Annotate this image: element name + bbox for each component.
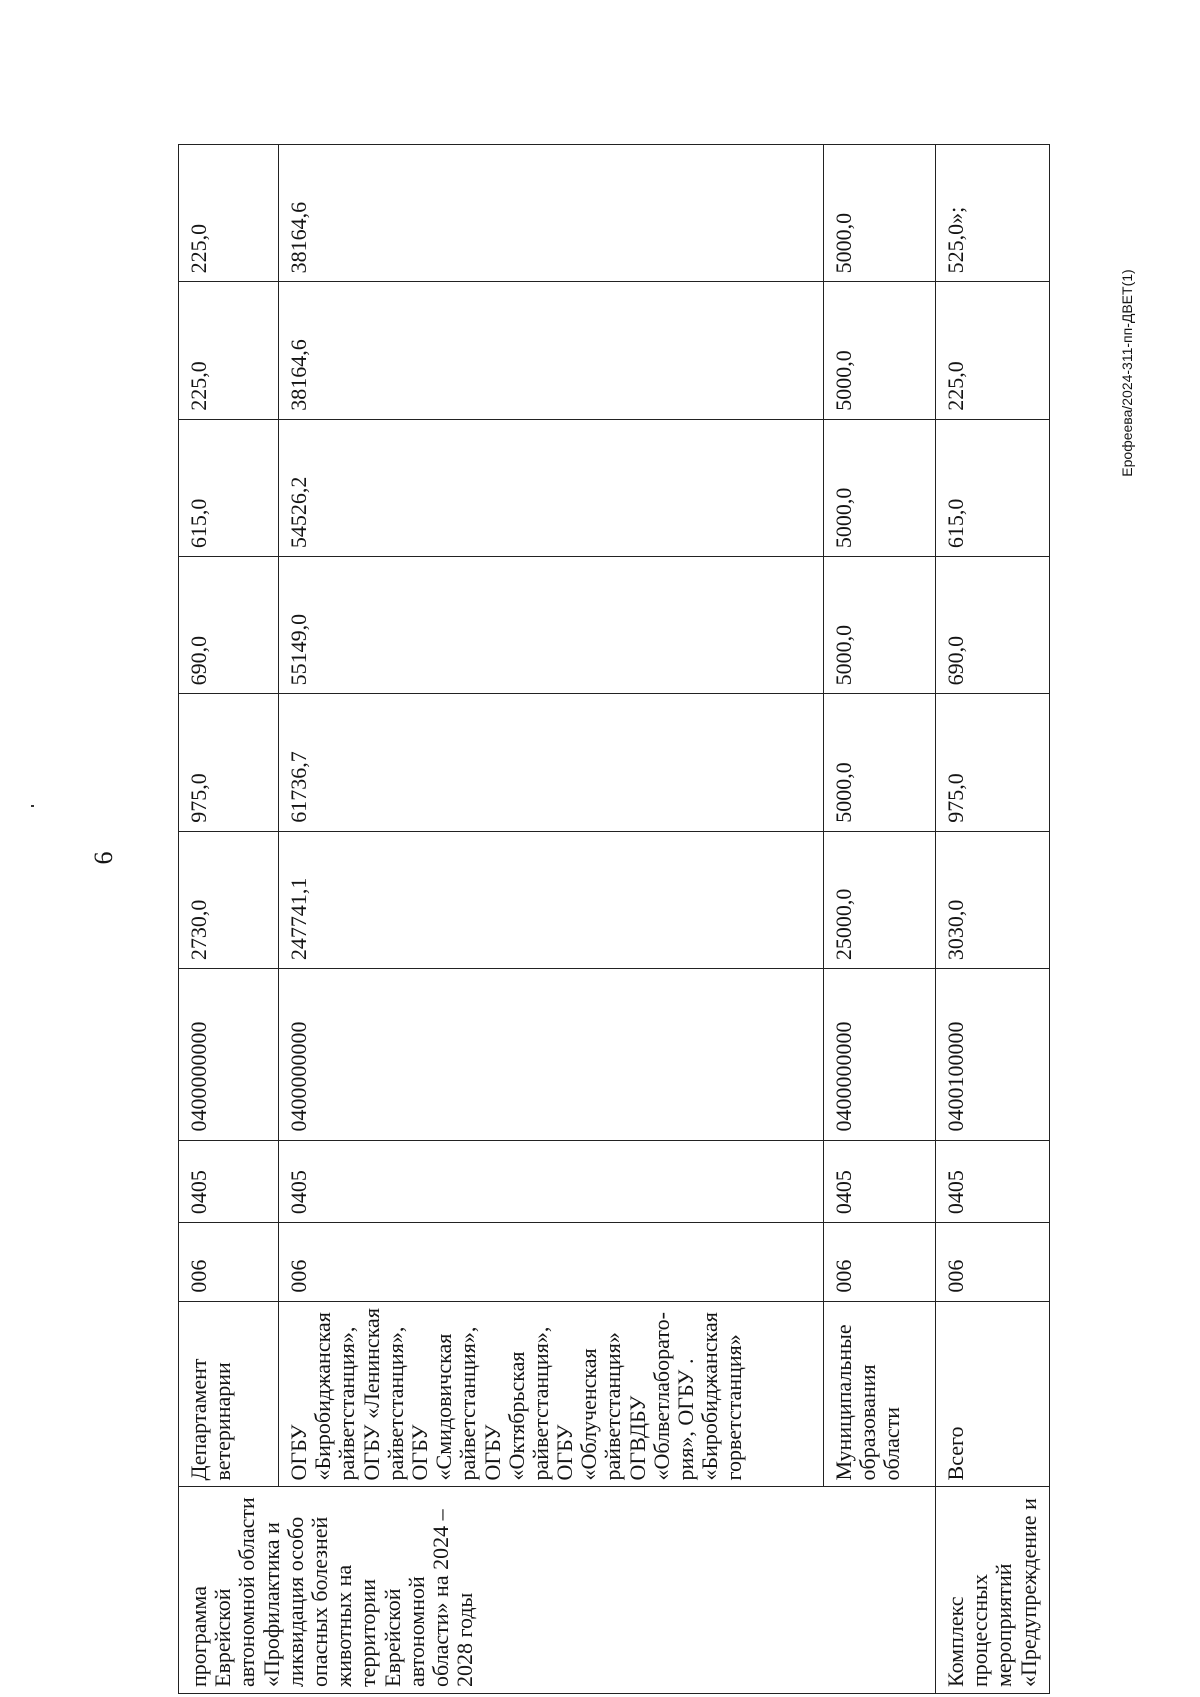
cell-year-2027: 225,0 xyxy=(936,282,1050,419)
cell-grbs: 006 xyxy=(279,1223,824,1301)
cell-executor: Всего xyxy=(936,1301,1050,1487)
cell-year-2028: 38164,6 xyxy=(279,145,824,282)
cell-grbs: 006 xyxy=(936,1223,1050,1301)
cell-year-2027: 225,0 xyxy=(179,282,279,419)
table-rotated-wrapper xyxy=(178,144,1041,1694)
cell-year-2026: 615,0 xyxy=(936,419,1050,556)
cell-rzpr: 0405 xyxy=(179,1140,279,1223)
cell-executor: ОГБУ «Биробиджанская райветстанция», ОГБУ «Ленинская райветстанция», ОГБУ «Смидовичская райветстанция», ОГБУ «Октябрьская райветстанция», ОГБУ «Облученская райветстанция» ОГВДБУ «Облветлаборато-рия», ОГБУ . «Биробиджанская горветстанция» xyxy=(279,1301,824,1487)
cell-year-2028: 525,0»; xyxy=(936,145,1050,282)
table-row xyxy=(936,145,1050,1694)
table-row xyxy=(179,145,279,1694)
cell-csr: 0400100000 xyxy=(936,969,1050,1140)
cell-grbs: 006 xyxy=(179,1223,279,1301)
cell-year-2026: 54526,2 xyxy=(279,419,824,556)
cell-year-2026: 615,0 xyxy=(179,419,279,556)
cell-total: 2730,0 xyxy=(179,831,279,968)
cell-program: программа Еврейской автономной области «Профилактика и ликвидация особо опасных болезней животных на территории Еврейской автономной области» на 2024 – 2028 годы xyxy=(179,1487,936,1694)
cell-year-2024: 61736,7 xyxy=(279,694,824,831)
table-row xyxy=(279,145,824,1694)
page-number: 6 xyxy=(89,851,118,865)
cell-year-2028: 225,0 xyxy=(179,145,279,282)
cell-rzpr: 0405 xyxy=(824,1140,936,1223)
scan-speck xyxy=(31,805,34,807)
cell-csr: 0400000000 xyxy=(179,969,279,1140)
cell-total: 247741,1 xyxy=(279,831,824,968)
cell-year-2024: 975,0 xyxy=(936,694,1050,831)
cell-year-2027: 5000,0 xyxy=(824,282,936,419)
document-code: Ерофеева/2024-311-пп-ДВЕТ(1) xyxy=(1119,269,1135,477)
cell-year-2026: 5000,0 xyxy=(824,419,936,556)
cell-total: 25000,0 xyxy=(824,831,936,968)
cell-year-2028: 5000,0 xyxy=(824,145,936,282)
cell-year-2025: 55149,0 xyxy=(279,557,824,694)
cell-year-2024: 5000,0 xyxy=(824,694,936,831)
cell-rzpr: 0405 xyxy=(279,1140,824,1223)
cell-executor: Департамент ветеринарии xyxy=(179,1301,279,1487)
cell-year-2024: 975,0 xyxy=(179,694,279,831)
cell-rzpr: 0405 xyxy=(936,1140,1050,1223)
cell-program: Комплекс процессных мероприятий «Предупреждение и xyxy=(936,1487,1050,1694)
cell-executor: Муниципальные образования области xyxy=(824,1301,936,1487)
budget-table xyxy=(178,144,1050,1694)
cell-grbs: 006 xyxy=(824,1223,936,1301)
cell-csr: 0400000000 xyxy=(279,969,824,1140)
cell-year-2025: 5000,0 xyxy=(824,557,936,694)
cell-year-2025: 690,0 xyxy=(936,557,1050,694)
cell-year-2027: 38164,6 xyxy=(279,282,824,419)
cell-total: 3030,0 xyxy=(936,831,1050,968)
cell-csr: 0400000000 xyxy=(824,969,936,1140)
table-row xyxy=(824,145,936,1694)
cell-year-2025: 690,0 xyxy=(179,557,279,694)
